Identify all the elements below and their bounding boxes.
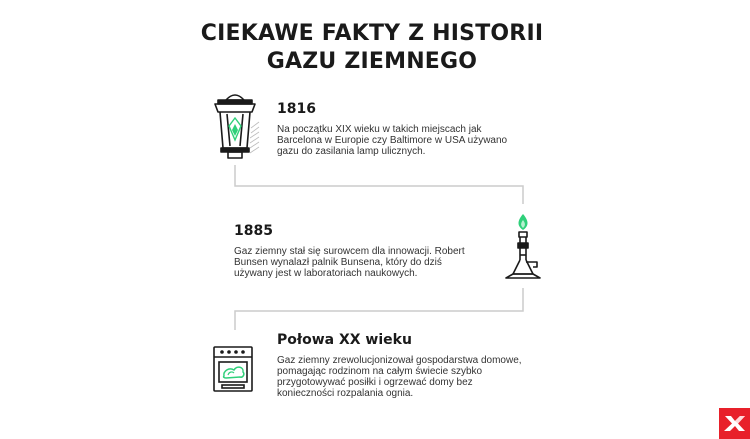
brand-x-logo-icon (719, 408, 750, 439)
fact-description: Gaz ziemny zrewolucjonizował gospodarstwa domowe, pomagając rodzinom na całym świecie szybko przygotowywać posiłki i ogrzewać domy bez konieczności rozpalania ognia. (277, 355, 522, 399)
street-lamp-icon (208, 92, 264, 162)
title-line-2: GAZU ZIEMNEGO (266, 49, 478, 74)
connector-segment-2 (235, 288, 523, 330)
gas-oven-icon (212, 345, 254, 393)
fact-year: 1816 (277, 101, 316, 117)
fact-mid-20th-century (277, 331, 522, 399)
bunsen-burner-icon (503, 212, 545, 284)
fact-1885 (234, 222, 465, 279)
title-line-1: CIEKAWE FAKTY Z HISTORII (200, 21, 544, 46)
fact-description: Gaz ziemny stał się surowcem dla innowacji. Robert Bunsen wynalazł palnik Bunsena, który do dziś używany jest w laboratoriach naukowych. (234, 246, 465, 279)
fact-year: Połowa XX wieku (277, 332, 412, 348)
fact-description: Na początku XIX wieku w takich miejscach jak Barcelona w Europie czy Baltimore w USA używano gazu do zasilania lamp ulicznych. (277, 124, 508, 157)
fact-1816 (277, 100, 507, 157)
connector-segment-1 (235, 165, 523, 204)
fact-year: 1885 (234, 223, 273, 239)
